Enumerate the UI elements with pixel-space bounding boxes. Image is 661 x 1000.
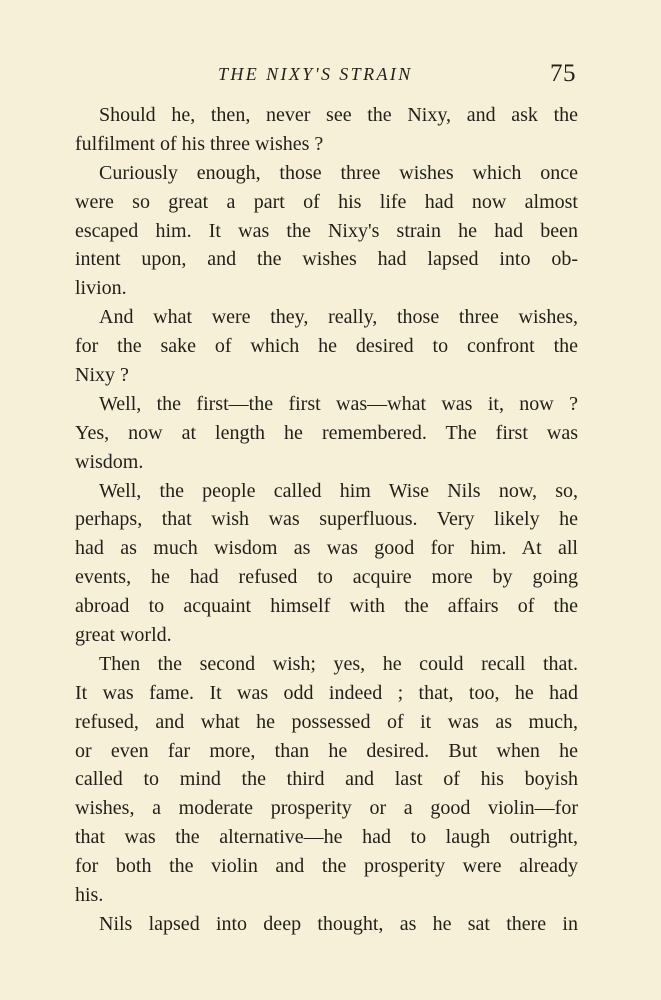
text-line: Yes, now at length he remembered. The first was [75, 421, 578, 444]
text-line: had as much wisdom as was good for him. At all [75, 537, 578, 560]
text-line: escaped him. It was the Nixy's strain he had been [75, 219, 578, 242]
text-line: Nixy ? [75, 364, 129, 387]
text-line: Curiously enough, those three wishes which once [99, 161, 578, 184]
text-line: Should he, then, never see the Nixy, and ask the [99, 104, 578, 126]
text-line: called to mind the third and last of his boyish [75, 768, 578, 791]
body-text [75, 101, 578, 939]
text-line: fulfilment of his three wishes ? [75, 132, 324, 155]
text-line: It was fame. It was odd indeed ; that, too, he had [75, 681, 578, 704]
text-line: wishes, a moderate prosperity or a good violin—for [75, 797, 578, 820]
running-head [0, 60, 661, 88]
text-line: refused, and what he possessed of it was as much, [75, 710, 578, 733]
text-line: wisdom. [75, 450, 144, 473]
text-line: that was the alternative—he had to laugh outright, [75, 826, 578, 849]
text-line: for the sake of which he desired to confront the [75, 335, 578, 358]
text-line: events, he had refused to acquire more by going [75, 566, 578, 589]
text-line: his. [75, 884, 104, 907]
text-line: abroad to acquaint himself with the affairs of the [75, 595, 578, 618]
text-line: And what were they, really, those three wishes, [99, 306, 578, 329]
text-line: great world. [75, 624, 172, 647]
text-line: Then the second wish; yes, he could recall that. [99, 652, 578, 675]
text-line: Nils lapsed into deep thought, as he sat there in [99, 912, 578, 935]
running-title: THE NIXY'S STRAIN [218, 64, 413, 84]
text-line: or even far more, than he desired. But when he [75, 739, 578, 762]
text-line: intent upon, and the wishes had lapsed into ob- [75, 248, 578, 271]
text-line: Well, the first—the first was—what was it, now ? [99, 392, 578, 415]
text-line: were so great a part of his life had now almost [75, 190, 578, 213]
page-number: 75 [550, 60, 576, 87]
text-line: perhaps, that wish was superfluous. Very likely he [75, 508, 578, 531]
text-line: for both the violin and the prosperity were already [75, 855, 578, 878]
text-line: livion. [75, 277, 127, 300]
text-line: Well, the people called him Wise Nils now, so, [99, 479, 578, 502]
